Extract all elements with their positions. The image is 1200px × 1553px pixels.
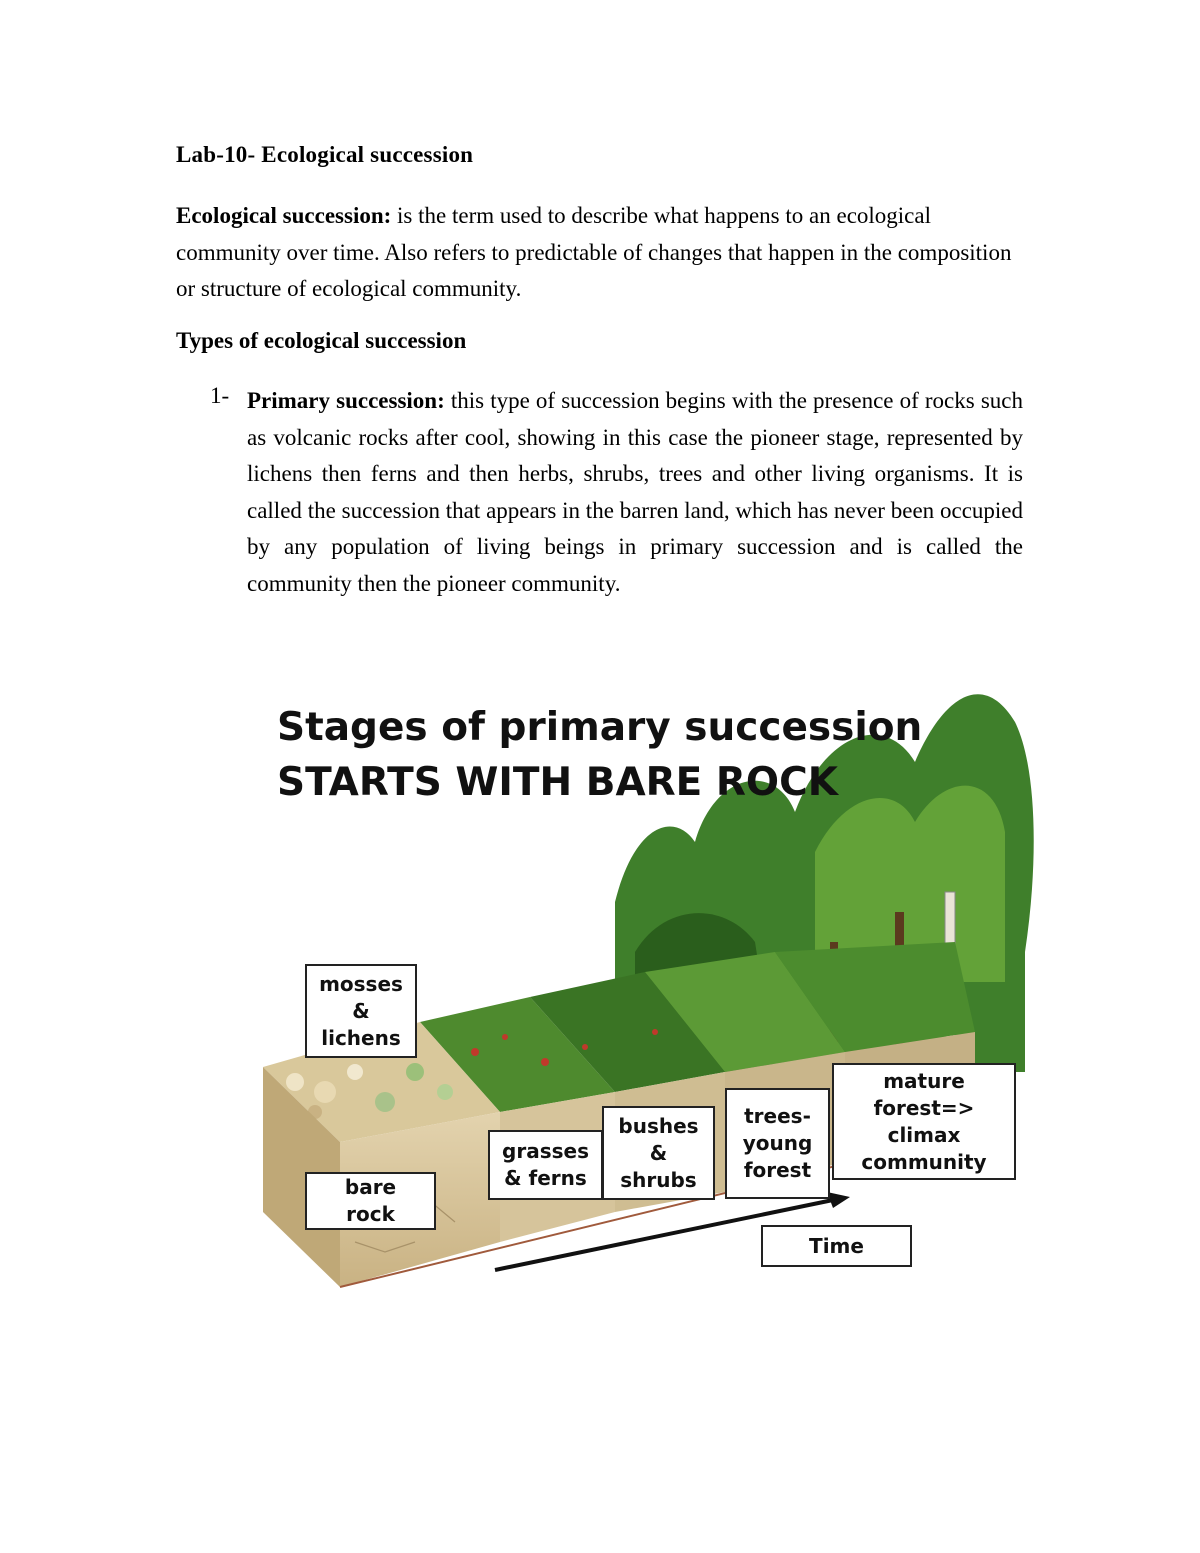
succession-figure — [255, 652, 1045, 1302]
figure-title — [277, 700, 922, 810]
figure-title-line1: Stages of primary succession — [277, 705, 923, 750]
definition-text: is the term used to describe what happens to an ecological community over time. Also refers to predictable of changes that happen in the composition or structure of ecological community. — [176, 203, 1012, 301]
label-trees-young-forest: trees- young forest — [725, 1088, 830, 1199]
list-item-text: this type of succession begins with the presence of rocks such as volcanic rocks after cool, showing in this case the pioneer stage, represented by lichens then ferns and then herbs, shrubs, trees and other living organisms. It is called the succession that appears in the barren land, which has never been occupied by any population of living beings in primary succession and is called the community then the pioneer community. — [247, 388, 1023, 596]
label-mosses-lichens: mosses & lichens — [305, 964, 417, 1058]
time-arrow-head — [827, 1192, 850, 1208]
list-item-number: 1- — [210, 383, 230, 408]
label-bare-rock: bare rock — [305, 1172, 436, 1230]
definition-paragraph — [176, 198, 1016, 308]
label-bushes-shrubs: bushes & shrubs — [602, 1106, 715, 1200]
figure-title-line2: STARTS WITH BARE ROCK — [277, 760, 838, 805]
label-time: Time — [761, 1225, 912, 1267]
list-item-primary-succession — [247, 383, 1023, 602]
label-grasses-ferns: grasses & ferns — [488, 1130, 603, 1200]
page-title: Lab-10- Ecological succession — [176, 142, 474, 167]
label-mature-forest: mature forest=> climax community — [832, 1063, 1016, 1180]
types-heading: Types of ecological succession — [176, 328, 467, 353]
definition-term: Ecological succession: — [176, 203, 392, 228]
list-item-term: Primary succession: — [247, 388, 445, 413]
